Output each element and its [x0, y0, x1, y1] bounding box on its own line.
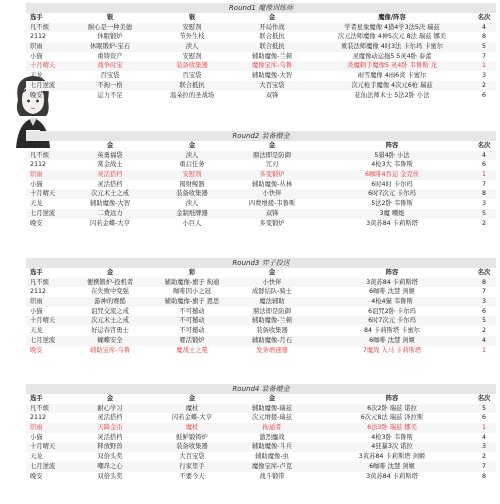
- table-cell: 不拘一格: [97, 81, 123, 89]
- table-cell: 小猫: [30, 433, 43, 441]
- header-lineup: 魔像/阵容: [378, 14, 406, 21]
- table-cell: 节外生枝: [179, 33, 205, 41]
- table-cell: 十月晴天: [30, 317, 56, 325]
- table-cell: 小猫: [30, 180, 43, 188]
- table-cell: 凡不烦: [30, 23, 49, 31]
- table-cell: 蝴蝶安全: [97, 336, 123, 344]
- table-cell: 不要今天: [179, 472, 205, 480]
- table-cell: 小猫: [30, 52, 43, 60]
- table-cell: 十月晴天: [30, 190, 56, 198]
- table-row: [26, 336, 496, 346]
- table-cell: 二费远力: [97, 209, 123, 217]
- table-row: [26, 81, 496, 91]
- table-cell: 3: [481, 443, 486, 451]
- table-row: [26, 413, 496, 423]
- table-cell: 七月逆流: [30, 462, 56, 470]
- table-cell: 七月逆流: [30, 81, 56, 89]
- table-cell: 炎魔刺手魔像5 灵4卧 韦鲁斯 龙: [347, 62, 437, 70]
- header-col2: 银: [188, 14, 196, 21]
- table-row: [26, 462, 496, 472]
- table-cell: 诅咒交流之戒: [91, 307, 129, 315]
- table-cell: 发条增速器: [256, 346, 288, 354]
- header-col3: 金: [268, 395, 276, 402]
- table-cell: 灵活搭档: [97, 414, 123, 422]
- table-cell: 重装法师魔像 4时3法 卡尔玛 卡蜜尔: [340, 43, 444, 51]
- table-cell: 2112: [30, 33, 47, 41]
- table-cell: 6: [481, 414, 486, 422]
- table-cell: 4枪3卧 韦鲁斯: [371, 433, 413, 441]
- table-cell: 3魔 嘲炮: [379, 209, 405, 217]
- table-row: [26, 32, 496, 42]
- table-cell: 鲑鲈锻铸炉: [176, 433, 208, 441]
- header-player: 选手: [30, 269, 43, 276]
- table-cell: 耐心是一种美德: [87, 23, 133, 31]
- table-cell: 2: [481, 81, 486, 89]
- table-cell: 咖啡因小之冠: [173, 288, 211, 296]
- table-row-winner: [26, 423, 496, 433]
- table-cell: 6咖啡 沈慧 剑姬: [369, 462, 415, 470]
- table-cell: 4枪4猫 韦鲁斯: [371, 298, 413, 306]
- table-cell: 8: [481, 472, 486, 480]
- table-cell: 不可撼动: [179, 317, 205, 325]
- table-cell: 凡不烦: [30, 151, 49, 159]
- table-cell: 多变锻炉: [259, 171, 285, 179]
- table-cell: 天龙: [30, 72, 43, 80]
- table-cell: 灵魔像动运拖5 5灵4卧 泰蕾: [352, 52, 432, 60]
- table-cell: 次元增援-瑞兹: [251, 414, 293, 422]
- table-cell: 2112: [30, 161, 47, 169]
- header-col2: 彩: [188, 269, 196, 276]
- table-cell: 辅助魔像-大智: [89, 200, 131, 208]
- table-cell: 百宝袋: [182, 72, 202, 80]
- table-cell: 双倍头奖: [97, 453, 123, 461]
- header-lineup: 阵容: [385, 269, 399, 276]
- table-cell: 拘通者: [262, 424, 282, 432]
- table-row-winner: [26, 170, 496, 180]
- table-cell: 渎人: [185, 43, 199, 51]
- table-cell: 膀法即是防御: [253, 151, 291, 159]
- table-cell: 双锋: [265, 209, 279, 217]
- table-cell: 6咖啡4吞运 金克丝: [364, 171, 420, 179]
- table-cell: 渎人: [185, 151, 199, 159]
- table-cell: 双倍头奖: [97, 472, 123, 480]
- table-cell: 6次2卧 瑞兹 诺拉: [367, 404, 417, 412]
- table-cell: 凡不烦: [30, 278, 49, 286]
- table-cell: 6咖啡 沈慧 剑姬: [369, 288, 415, 296]
- table-cell: 晚安: [30, 219, 43, 227]
- table-cell: 4: [481, 336, 486, 344]
- table-cell: 辅助宝库-乌鲁: [89, 346, 131, 354]
- table-row: [26, 297, 496, 307]
- table-header-row: [26, 394, 496, 404]
- table-row: [26, 472, 496, 482]
- table-cell: 辅助魔像-斗兵: [251, 443, 293, 451]
- table-cell: 辅助魔像-旗子 恩思: [164, 298, 220, 306]
- table-cell: 婴活锻炉: [179, 336, 205, 344]
- table-cell: 2: [481, 327, 486, 335]
- round1-table: [26, 3, 496, 100]
- table-cell: 战争时宝: [97, 62, 123, 70]
- table-cell: 七月逆流: [30, 336, 56, 344]
- table-cell: 在失败中变强: [91, 288, 129, 296]
- table-cell: 5猎4卧 小法: [374, 151, 410, 159]
- table-cell: 大百宝袋: [259, 81, 285, 89]
- round2-title: Round2 装备赠金: [26, 131, 496, 141]
- table-cell: 辅助魔像-旗子 拘通: [164, 278, 220, 286]
- table-cell: 雨雪魔像 4雨6炎 卡蜜尔: [357, 72, 427, 80]
- table-cell: 6时7次元 卡尔玛: [368, 317, 416, 325]
- table-cell: 辅助魔像-兰顿: [251, 52, 293, 60]
- table-row: [26, 189, 496, 199]
- header-lineup: 阵容: [385, 395, 399, 402]
- header-col3: 金: [268, 14, 276, 21]
- table-cell: 灵活搭档: [97, 180, 123, 188]
- table-cell: 魔法辅助: [259, 298, 285, 306]
- table-cell: 6时4时 卡尔玛: [371, 180, 413, 188]
- table-row: [26, 278, 496, 288]
- table-cell: 释放野兽: [97, 443, 123, 451]
- table-cell: 嘲昂之心: [97, 462, 123, 470]
- table-cell: 灵活搭档: [97, 433, 123, 441]
- round1-rows: [26, 23, 496, 101]
- table-cell: 1: [481, 424, 486, 432]
- table-cell: 联合抵抗: [259, 33, 285, 41]
- table-cell: 好运春宵勇士: [91, 327, 129, 335]
- table-cell: 3: [481, 200, 486, 208]
- table-cell: 小快伴: [262, 190, 282, 198]
- table-cell: 装备收集器: [176, 443, 208, 451]
- header-col3: 金: [268, 142, 276, 149]
- header-col1: 银: [106, 14, 114, 21]
- table-cell: 辅助魔像-瑞兹: [251, 404, 293, 412]
- round3-title: Round3 弈子投送: [26, 258, 496, 268]
- table-cell: 小猫: [30, 307, 43, 315]
- table-cell: 成群结队-骑士: [251, 288, 293, 296]
- table-cell: 学者星象魔像 4猎4学3法5决 瑞兹: [344, 23, 440, 31]
- header-player: 选手: [30, 142, 43, 149]
- table-cell: 安慰剂: [182, 23, 202, 31]
- table-cell: 魔像宝库-乌鲁: [251, 62, 293, 70]
- table-cell: 织雨: [30, 298, 43, 306]
- header-player: 选手: [30, 14, 43, 21]
- table-cell: 装备收集器: [176, 62, 208, 70]
- table-row: [26, 307, 496, 317]
- round4-rows: [26, 404, 496, 482]
- table-cell: 84 卡莉斯塔 卡蜜尔: [363, 327, 421, 335]
- table-row: [26, 287, 496, 297]
- table-cell: 2: [481, 453, 486, 461]
- table-cell: 4: [481, 433, 486, 441]
- table-cell: 5: [481, 209, 486, 217]
- table-cell: 凡不烦: [30, 404, 49, 412]
- table-cell: 织雨: [30, 171, 43, 179]
- round2-table: [26, 131, 496, 228]
- table-cell: 开局作战: [259, 23, 285, 31]
- table-row: [26, 404, 496, 414]
- header-rank: 名次: [477, 142, 491, 149]
- table-cell: 4: [481, 151, 486, 159]
- table-cell: 晚安: [30, 91, 43, 99]
- round3-table: [26, 258, 496, 355]
- table-cell: 金制纸牌器: [176, 209, 208, 217]
- table-cell: 赏金战士: [97, 161, 123, 169]
- table-cell: 1: [481, 346, 486, 354]
- table-row: [26, 433, 496, 443]
- table-cell: 3黄苏84 卡莉斯塔: [366, 278, 418, 286]
- table-cell: 辅助魔像-虫: [255, 453, 289, 461]
- table-cell: 英勇福袋: [97, 151, 123, 159]
- table-row: [26, 326, 496, 336]
- table-cell: 晚安: [30, 346, 43, 354]
- table-cell: 8: [481, 33, 486, 41]
- table-cell: 次元法师魔像 4神5次元 8法 瑞兹 娜美: [337, 33, 447, 41]
- table-cell: 1: [481, 62, 486, 70]
- table-cell: 魔杖: [185, 404, 199, 412]
- table-header-row: [26, 141, 496, 151]
- table-cell: 3黄苏84 卡莉斯塔 剑姬: [358, 453, 426, 461]
- table-cell: 6诅咒2卧 卡尔玛: [368, 307, 416, 315]
- table-header-row: [26, 268, 496, 278]
- table-cell: 辅助魔像-大智: [251, 72, 293, 80]
- table-cell: 6: [481, 307, 486, 315]
- table-cell: 联合抵抗: [259, 43, 285, 51]
- table-cell: 安慰剂: [182, 52, 202, 60]
- table-cell: 耐心学习: [97, 404, 123, 412]
- header-col1: 金: [106, 142, 114, 149]
- table-cell: 渎人: [185, 200, 199, 208]
- table-cell: 次元术士之戒: [91, 317, 129, 325]
- table-cell: 织雨: [30, 424, 43, 432]
- header-col1: 金: [106, 269, 114, 276]
- table-cell: 4枪3大 韦鲁斯: [371, 161, 413, 169]
- table-cell: 魔杖: [185, 424, 199, 432]
- table-row-winner: [26, 61, 496, 71]
- table-cell: 3黄苏84 卡莉斯塔: [366, 472, 418, 480]
- table-row: [26, 91, 496, 101]
- header-col2: 金: [188, 395, 196, 402]
- table-cell: 次元术士之戒: [91, 190, 129, 198]
- table-cell: 6: [481, 161, 486, 169]
- table-row: [26, 42, 496, 52]
- table-cell: 大百宝袋: [179, 453, 205, 461]
- table-cell: 5: [481, 404, 486, 412]
- header-col2: 金: [188, 142, 196, 149]
- table-row: [26, 160, 496, 170]
- table-cell: 6法3卧 瑞兹 娜美: [367, 424, 417, 432]
- table-cell: 重启任务: [179, 161, 205, 169]
- table-row: [26, 71, 496, 81]
- round3-rows: [26, 278, 496, 356]
- table-cell: 7: [481, 180, 486, 188]
- header-player: 选手: [30, 395, 43, 402]
- table-cell: 囤财鲸器: [179, 180, 205, 188]
- table-cell: 6次元8法 瑞兹 泽拉斯: [360, 414, 424, 422]
- table-row-winner: [26, 346, 496, 356]
- round1-title: Round1 魔像训练师: [26, 3, 496, 13]
- table-cell: 6咖啡 沈慧 剑姬: [369, 336, 415, 344]
- table-row: [26, 442, 496, 452]
- table-cell: 7魔战 入马 卡莉斯塔: [362, 346, 422, 354]
- header-rank: 名次: [477, 395, 491, 402]
- table-cell: 天龙: [30, 200, 43, 208]
- round4-title: Round4 装备赠金: [26, 384, 496, 394]
- table-cell: 装备收集器: [176, 190, 208, 198]
- round4-table: [26, 384, 496, 481]
- table-cell: 冗刃: [265, 161, 279, 169]
- table-row: [26, 52, 496, 62]
- table-cell: 7: [481, 462, 486, 470]
- table-cell: 安慰剂: [182, 171, 202, 179]
- table-cell: 6时7次元 卡尔玛: [368, 190, 416, 198]
- table-cell: 3: [481, 298, 486, 306]
- table-cell: 8: [481, 190, 486, 198]
- table-cell: 2112: [30, 288, 47, 296]
- table-cell: 魔像宝库-卢克: [251, 462, 293, 470]
- table-cell: 晚安: [30, 472, 43, 480]
- table-row: [26, 151, 496, 161]
- table-cell: 激烈鏖战: [259, 433, 285, 441]
- table-cell: 天降金币: [97, 424, 123, 432]
- table-cell: 4: [481, 23, 486, 31]
- table-cell: 便携锻炉-投机者: [86, 278, 134, 286]
- table-cell: 游神的赛酷: [94, 298, 126, 306]
- table-cell: 灵活搭档: [97, 171, 123, 179]
- table-row: [26, 219, 496, 229]
- table-cell: 2112: [30, 414, 47, 422]
- table-cell: 膀法即是防御: [253, 307, 291, 315]
- table-cell: 7: [481, 288, 486, 296]
- table-cell: 魔战士之冕: [176, 346, 208, 354]
- table-cell: 十月晴天: [30, 62, 56, 70]
- table-cell: 闪若金蝶-大亨: [89, 219, 131, 227]
- table-cell: 4狂暴3次 诺拉: [371, 443, 413, 451]
- table-cell: 休眠锻炉: [97, 33, 123, 41]
- table-cell: 不可撼动: [179, 327, 205, 335]
- table-cell: 装备收集器: [256, 327, 288, 335]
- table-cell: 5: [481, 43, 486, 51]
- table-cell: 辅助魔像-兰顿: [251, 317, 293, 325]
- header-col1: 金: [106, 395, 114, 402]
- table-cell: 5: [481, 317, 486, 325]
- table-cell: 1: [481, 171, 486, 179]
- table-cell: 百宝袋: [100, 72, 120, 80]
- table-cell: 闪若金蝶-大亨: [171, 414, 213, 422]
- table-cell: 联合抵抗: [179, 81, 205, 89]
- table-cell: 战斗锻带: [259, 472, 285, 480]
- table-row: [26, 199, 496, 209]
- table-cell: 小巨人: [182, 219, 202, 227]
- table-cell: 温朵拉的圣战场: [169, 91, 215, 99]
- header-rank: 名次: [477, 269, 491, 276]
- table-row: [26, 209, 496, 219]
- table-cell: 七月逆流: [30, 209, 56, 217]
- table-cell: 3: [481, 72, 486, 80]
- table-cell: 天龙: [30, 453, 43, 461]
- table-cell: 不可撼动: [179, 307, 205, 315]
- table-row: [26, 180, 496, 190]
- table-cell: 辅助魔像-丛林: [251, 180, 293, 188]
- header-rank: 名次: [477, 14, 491, 21]
- table-row: [26, 23, 496, 33]
- table-cell: 四费增援-韦鲁斯: [248, 200, 296, 208]
- header-lineup: 阵容: [385, 142, 399, 149]
- table-cell: 十月晴天: [30, 443, 56, 451]
- header-col3: 金: [268, 269, 276, 276]
- table-header-row: [26, 13, 496, 23]
- table-cell: 2: [481, 219, 486, 227]
- round2-rows: [26, 151, 496, 229]
- table-cell: 多变锻炉: [259, 219, 285, 227]
- table-row: [26, 452, 496, 462]
- table-cell: 花仙法师术士 5法2卧 小法: [354, 91, 430, 99]
- table-cell: 天龙: [30, 327, 43, 335]
- table-cell: 双锋: [265, 91, 279, 99]
- table-cell: 次元枪手魔像 4次元6枪 瑞兹: [351, 81, 433, 89]
- table-cell: 休眠锻炉-宝石: [89, 43, 131, 51]
- table-cell: 5法2卧 韦鲁斯: [371, 200, 413, 208]
- table-cell: 8: [481, 278, 486, 286]
- table-cell: 重铸资产: [97, 52, 123, 60]
- table-cell: 3黄苏84 卡莉斯塔: [366, 219, 418, 227]
- table-cell: 7: [481, 52, 486, 60]
- table-row: [26, 316, 496, 326]
- table-cell: 6: [481, 91, 486, 99]
- table-cell: 运力不足: [97, 91, 123, 99]
- table-cell: 辅助魔像-月石: [251, 336, 293, 344]
- table-cell: 行家里手: [179, 462, 205, 470]
- table-cell: 织雨: [30, 43, 43, 51]
- table-cell: 小快伴: [262, 278, 282, 286]
